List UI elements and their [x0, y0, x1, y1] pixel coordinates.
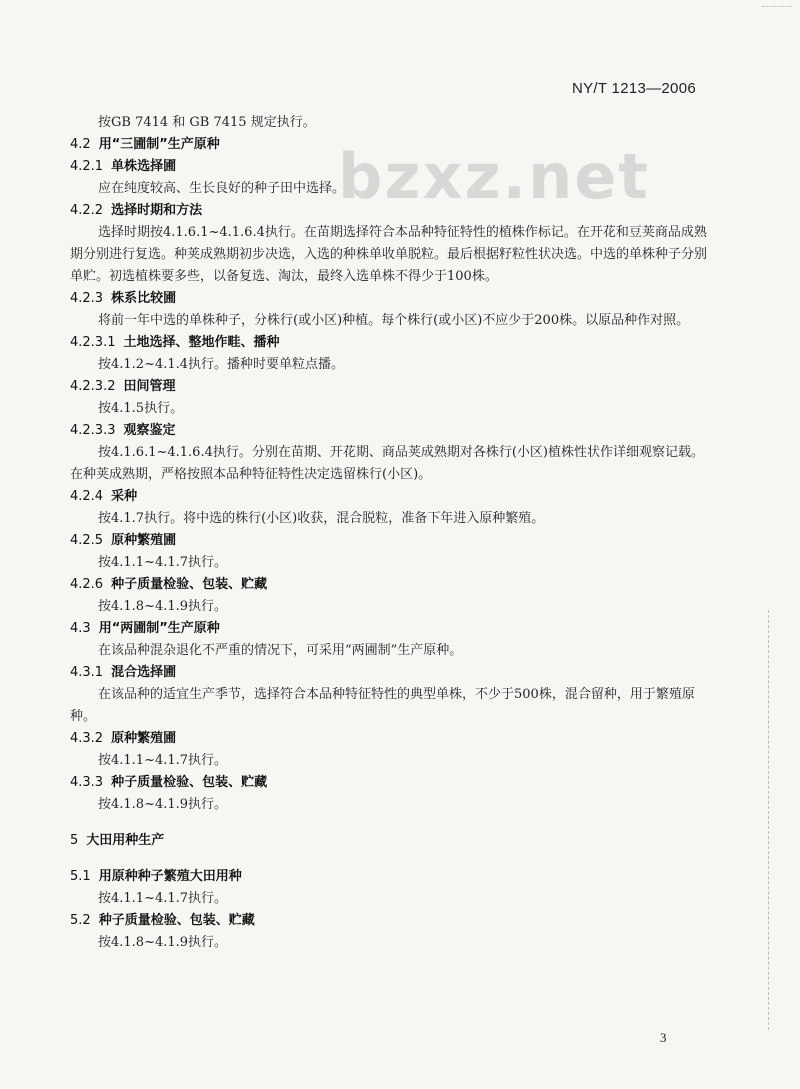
body-paragraph: 按4.1.8~4.1.9执行。 — [98, 797, 228, 812]
section-heading — [70, 200, 710, 222]
body-paragraph: 按4.1.2~4.1.4执行。播种时要单粒点播。 — [98, 357, 345, 372]
section-heading — [70, 662, 710, 684]
section-title: 用“三圃制”生产原种 — [98, 137, 220, 152]
section-heading — [70, 830, 710, 852]
body-paragraph: 选择时期按4.1.6.1~4.1.6.4执行。在苗期选择符合本品种特征特性的植株作标记。在开花和豆荚商品成熟期分别进行复选。种荚成熟期初步决选，入选的种株单收单脱粒。最后根据籽粒性状决选。中选的单株种子分别单贮。初选植株要多些，以备复选、淘汰，最终入选单株不得少于100株。 — [70, 225, 708, 284]
section-heading — [70, 574, 710, 596]
section-number: 4.3.2 — [70, 731, 104, 746]
section-title: 土地选择、整地作畦、播种 — [123, 335, 280, 350]
document-body — [70, 112, 710, 954]
section-number: 4.2.2 — [70, 203, 104, 218]
section-heading — [70, 156, 710, 178]
body-paragraph: 在该品种的适宜生产季节，选择符合本品种特征特性的典型单株，不少于500株，混合留种，用于繁殖原种。 — [70, 687, 695, 724]
section-number: 4.2.4 — [70, 489, 104, 504]
section-number: 5.1 — [70, 869, 91, 884]
body-paragraph: 按4.1.8~4.1.9执行。 — [98, 935, 228, 950]
scan-edge-marks — [768, 610, 770, 1030]
body-paragraph: 在该品种混杂退化不严重的情况下，可采用“两圃制”生产原种。 — [98, 643, 463, 658]
body-paragraph: 按GB 7414 和 GB 7415 规定执行。 — [98, 115, 316, 130]
section-heading — [70, 772, 710, 794]
section-number: 5.2 — [70, 913, 91, 928]
section-title: 混合选择圃 — [111, 665, 177, 680]
section-spacer — [70, 852, 710, 866]
body-paragraph: 按4.1.5执行。 — [98, 401, 184, 416]
section-title: 用原种种子繁殖大田用种 — [98, 869, 242, 884]
body-paragraph: 按4.1.1~4.1.7执行。 — [98, 891, 228, 906]
standard-id: NY/T 1213—2006 — [571, 80, 696, 97]
section-number: 4.2.3 — [70, 291, 104, 306]
section-title: 原种繁殖圃 — [111, 533, 177, 548]
section-heading — [70, 376, 710, 398]
section-number: 4.2.1 — [70, 159, 104, 174]
section-title: 种子质量检验、包装、贮藏 — [111, 577, 268, 592]
section-number: 4.3.3 — [70, 775, 104, 790]
section-title: 单株选择圃 — [111, 159, 177, 174]
section-number: 4.2.6 — [70, 577, 104, 592]
section-number: 4.3.1 — [70, 665, 104, 680]
section-title: 原种繁殖圃 — [111, 731, 177, 746]
section-title: 采种 — [111, 489, 138, 504]
section-number: 4.3 — [70, 621, 91, 636]
section-title: 大田用种生产 — [86, 833, 165, 848]
section-number: 5 — [70, 833, 79, 848]
section-heading — [70, 866, 710, 888]
section-title: 田间管理 — [123, 379, 176, 394]
section-title: 株系比较圃 — [111, 291, 177, 306]
section-heading — [70, 910, 710, 932]
section-heading — [70, 420, 710, 442]
section-title: 种子质量检验、包装、贮藏 — [98, 913, 255, 928]
section-title: 种子质量检验、包装、贮藏 — [111, 775, 268, 790]
section-number: 4.2 — [70, 137, 91, 152]
section-heading — [70, 486, 710, 508]
section-heading — [70, 530, 710, 552]
section-heading — [70, 332, 710, 354]
body-paragraph: 按4.1.7执行。将中选的株行(小区)收获，混合脱粒，准备下年进入原种繁殖。 — [98, 511, 545, 526]
section-title: 观察鉴定 — [123, 423, 176, 438]
section-spacer — [70, 816, 710, 830]
watermark: bzxz.net — [338, 140, 650, 213]
section-title: 选择时期和方法 — [111, 203, 203, 218]
body-paragraph: 应在纯度较高、生长良好的种子田中选择。 — [98, 181, 346, 196]
scan-corner-mark — [762, 6, 792, 13]
section-title: 用“两圃制”生产原种 — [98, 621, 220, 636]
section-number: 4.2.3.3 — [70, 423, 116, 438]
body-paragraph: 按4.1.1~4.1.7执行。 — [98, 555, 228, 570]
section-heading — [70, 134, 710, 156]
body-paragraph: 按4.1.1~4.1.7执行。 — [98, 753, 228, 768]
body-paragraph: 按4.1.8~4.1.9执行。 — [98, 599, 228, 614]
body-paragraph: 按4.1.6.1~4.1.6.4执行。分别在苗期、开花期、商品荚成熟期对各株行(小区)植株性状作详细观察记载。在种荚成熟期，严格按照本品种特征特性决定选留株行(小区)。 — [70, 445, 704, 482]
section-number: 4.2.5 — [70, 533, 104, 548]
body-paragraph: 将前一年中选的单株种子，分株行(或小区)种植。每个株行(或小区)不应少于200株。以原品种作对照。 — [98, 313, 690, 328]
page-number: 3 — [660, 1030, 667, 1045]
section-heading — [70, 618, 710, 640]
section-heading — [70, 288, 710, 310]
section-number: 4.2.3.2 — [70, 379, 116, 394]
section-number: 4.2.3.1 — [70, 335, 116, 350]
section-heading — [70, 728, 710, 750]
